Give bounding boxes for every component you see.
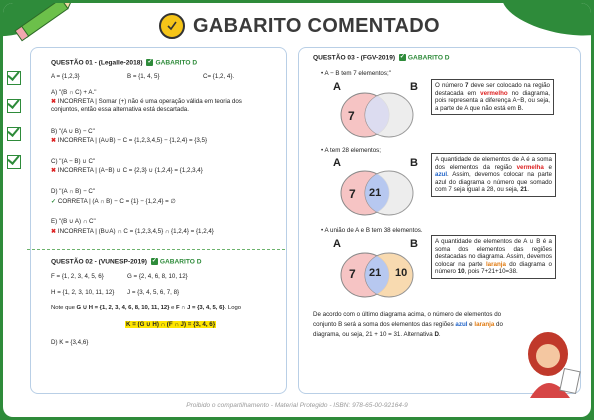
q1-e-label: E) "(B ∪ A) ∩ C" bbox=[51, 218, 96, 225]
venn3-value-a: 7 bbox=[349, 267, 356, 281]
q3-conclusion-line-3 bbox=[313, 331, 441, 339]
q1-a-answer bbox=[51, 98, 242, 106]
q2-note-bold2: F ∩ J = {3, 4, 5, 6} bbox=[176, 305, 225, 311]
checkbox-decor-list bbox=[7, 71, 21, 183]
q1-b-text: | (A∪B) − C = {1,2,3,4,5} − {1,2,4} = {3,5} bbox=[95, 137, 208, 144]
q1-e-answer bbox=[51, 228, 214, 236]
conclusion-2c: e bbox=[467, 321, 475, 328]
venn2-value-a: 7 bbox=[349, 187, 356, 201]
q2-gabarito: GABARITO D bbox=[159, 258, 202, 266]
q1-c-mark: INCORRETA bbox=[57, 167, 94, 174]
venn3-label-a: A bbox=[333, 238, 341, 250]
q1-set-b: B = {1, 4, 5} bbox=[127, 73, 160, 80]
decor-leaf-top-right bbox=[497, 3, 591, 45]
q1-b-mark: INCORRETA bbox=[57, 137, 94, 144]
q1-c-answer bbox=[51, 167, 203, 175]
q3-bullet-3-text: A união de A e B tem 38 elementos. bbox=[324, 227, 423, 234]
q2-set-g: G = {2, 4, 6, 8, 10, 12} bbox=[127, 273, 188, 280]
box2-number: 21 bbox=[520, 186, 528, 194]
q2-note-mid: e bbox=[169, 305, 177, 311]
conclusion-3c: . bbox=[438, 331, 441, 338]
check-icon: ✓ bbox=[399, 54, 405, 60]
q1-heading bbox=[51, 59, 197, 67]
q2-note-bold: G ∪ H = {1, 2, 3, 4, 6, 8, 10, 11, 12} bbox=[76, 305, 170, 311]
x-icon: ✖ bbox=[51, 137, 57, 144]
box3-number: 10 bbox=[457, 268, 465, 276]
q2-note bbox=[51, 305, 241, 313]
box2-p4: . bbox=[527, 186, 529, 194]
q3-bullet-2: • A tem 28 elementos; bbox=[321, 147, 381, 154]
q1-set-a: A = {1,2,3} bbox=[51, 73, 80, 80]
q1-a-text2: conjuntos, então essa alternativa está descartada. bbox=[51, 106, 189, 113]
q1-a-mark: INCORRETA bbox=[57, 98, 94, 105]
q1-b-label: B) "(A ∪ B) − C" bbox=[51, 128, 95, 135]
q1-c-text: | (A−B) ∪ C = {2,3} ∪ {1,2,4} = {1,2,3,4} bbox=[95, 167, 203, 174]
section-divider bbox=[27, 249, 285, 250]
q1-e-mark: INCORRETA bbox=[57, 228, 94, 235]
venn1-label-b: B bbox=[410, 81, 418, 93]
venn3-value-b: 10 bbox=[395, 267, 408, 279]
q1-d-answer bbox=[51, 198, 176, 206]
conclusion-3a: diagrama, ou seja, 21 + 10 = 31. Alternativa bbox=[313, 331, 435, 338]
venn1-label-a: A bbox=[333, 81, 341, 93]
q2-set-h: H = {1, 2, 3, 10, 11, 12} bbox=[51, 289, 115, 296]
q2-set-f: F = {1, 2, 3, 4, 5, 6} bbox=[51, 273, 104, 280]
q2-heading-text: QUESTÃO 02 - (VUNESP-2019) bbox=[51, 258, 148, 266]
venn1-value-a: 7 bbox=[348, 109, 355, 123]
check-icon bbox=[7, 155, 21, 169]
explanation-box-2 bbox=[431, 153, 556, 197]
check-icon: ✓ bbox=[151, 258, 157, 264]
page-title: GABARITO COMENTADO bbox=[193, 14, 440, 37]
box3-color-orange: laranja bbox=[485, 260, 506, 268]
q2-note-end: . Logo bbox=[224, 305, 242, 311]
q3-gabarito: GABARITO D bbox=[407, 54, 450, 62]
conclusion-2a: conjunto B será a soma dos elementos das regiões bbox=[313, 321, 456, 328]
venn3-label-b: B bbox=[410, 238, 418, 250]
q1-a-label: A) "(B ∩ C) + A." bbox=[51, 89, 97, 96]
box1-p1: O número bbox=[435, 82, 466, 89]
conclusion-answer: D bbox=[434, 331, 439, 338]
header bbox=[159, 11, 440, 41]
box3-p2: do diagrama o número bbox=[435, 260, 553, 276]
box2-p3: . Assim, devemos colocar na parte azul do diagrama o número que somado com 7 seja igual a 28, ou seja, bbox=[435, 171, 552, 194]
check-badge-icon bbox=[159, 13, 185, 39]
q3-heading bbox=[313, 54, 450, 62]
q1-set-c: C= {1,2, 4}. bbox=[203, 73, 235, 80]
venn2-label-b: B bbox=[410, 157, 418, 169]
explanation-box-1 bbox=[431, 79, 554, 115]
venn3-value-ab: 21 bbox=[369, 267, 382, 279]
q2-heading bbox=[51, 258, 202, 266]
student-illustration bbox=[518, 328, 588, 398]
q3-bullet-2-text: A tem 28 elementos; bbox=[324, 147, 381, 154]
q1-d-mark: CORRETA bbox=[57, 198, 88, 205]
q2-note-start: Note que bbox=[51, 305, 77, 311]
q2-result-text: K = (G ∪ H) ∩ (F ∩ J) = {3, 4, 6} bbox=[126, 321, 216, 328]
box1-color-word: vermelho bbox=[480, 89, 508, 97]
q1-a-text: | Somar (+) não é uma operação válida em teoria dos bbox=[95, 98, 242, 105]
x-icon: ✖ bbox=[51, 228, 57, 235]
q3-heading-text: QUESTÃO 03 - (FGV-2019) bbox=[313, 54, 396, 62]
check-icon bbox=[7, 99, 21, 113]
explanation-box-3 bbox=[431, 235, 556, 279]
venn2-label-a: A bbox=[333, 157, 341, 169]
conclusion-2e: do bbox=[494, 321, 503, 328]
q2-result bbox=[125, 321, 216, 329]
q3-bullet-1-text: A − B tem 7 elementos;" bbox=[324, 70, 391, 77]
q3-conclusion-line-1: De acordo com o último diagrama acima, o número de elementos do bbox=[313, 311, 502, 318]
box1-number: 7 bbox=[465, 82, 469, 89]
conclusion-blue: azul bbox=[455, 321, 468, 328]
q1-d-text: | (A ∩ B) − C = {1} − {1,2,4} = ∅ bbox=[89, 198, 176, 205]
box2-color-red: vermelha bbox=[516, 163, 544, 171]
check-icon: ✓ bbox=[51, 198, 57, 205]
q2-answer: D) K = {3,4,6} bbox=[51, 339, 89, 346]
venn2-value-ab: 21 bbox=[369, 187, 382, 199]
q1-heading-text: QUESTÃO 01 - (Legalle-2018) bbox=[51, 59, 143, 67]
check-icon bbox=[7, 127, 21, 141]
x-icon: ✖ bbox=[51, 98, 57, 105]
box2-color-blue: azul bbox=[435, 171, 448, 179]
q1-c-label: C) "(A − B) ∪ C" bbox=[51, 158, 96, 165]
footer-notice: Proibido o compartilhamento - Material Protegido - ISBN: 978-65-00-92164-9 bbox=[186, 402, 408, 409]
page bbox=[3, 3, 591, 417]
q1-b-answer bbox=[51, 137, 207, 145]
q3-conclusion-line-2 bbox=[313, 321, 503, 329]
q1-d-label: D) "(A ∩ B) − C" bbox=[51, 188, 96, 195]
q1-e-text: | (B∪A) ∩ C = {1,2,3,4,5} ∩ {1,2,4} = {1,2,4} bbox=[95, 228, 214, 235]
q3-bullet-1: • A − B tem 7 elementos;" bbox=[321, 70, 391, 77]
box2-p2: e bbox=[543, 163, 552, 171]
box3-p3: , pois 7+21+10=38. bbox=[464, 268, 518, 276]
box1-p2: deve ser colocado na região destacada em bbox=[435, 82, 550, 97]
q2-set-j: J = {3, 4, 5, 6, 7, 8} bbox=[127, 289, 180, 296]
box2-p1: A quantidade de elementos de A é a soma dos elementos da região bbox=[435, 156, 552, 171]
q1-gabarito: GABARITO D bbox=[155, 59, 198, 67]
q3-bullet-3: • A união de A e B tem 38 elementos. bbox=[321, 227, 423, 234]
x-icon: ✖ bbox=[51, 167, 57, 174]
check-icon bbox=[7, 71, 21, 85]
box3-p1: A quantidade de elementos de A ∪ B é a soma dos elementos das regiões destacadas no diagrama. Assim, devemos colocar na parte bbox=[435, 238, 552, 268]
conclusion-orange: laranja bbox=[474, 321, 495, 328]
check-icon: ✓ bbox=[147, 59, 153, 65]
box1-p3: no diagrama, pois representa a diferença A−B, ou seja, a parte de A que não está em B. bbox=[435, 89, 550, 112]
